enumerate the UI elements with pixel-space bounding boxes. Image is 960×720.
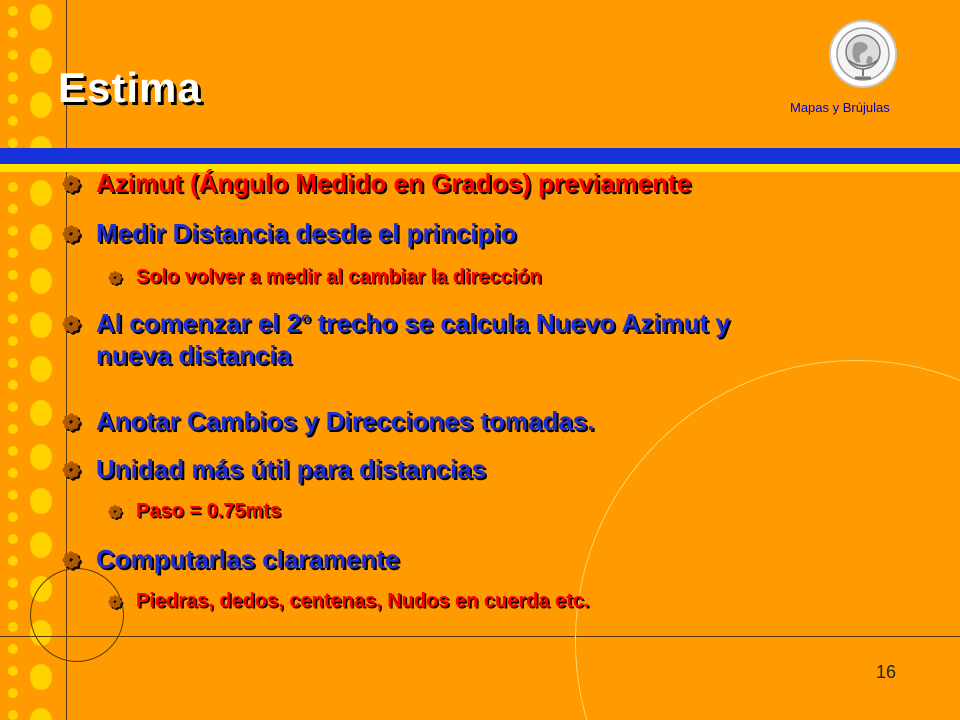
flower-bullet-icon: ❁	[108, 593, 123, 612]
decorative-dot	[30, 48, 52, 74]
decorative-dot	[30, 444, 52, 470]
decorative-dot	[8, 50, 18, 60]
decorative-dot	[8, 402, 18, 412]
bullet-text-part: Piedras, dedos, centenas, Nudos en cuerda etc.	[136, 590, 590, 612]
bullet-text	[96, 167, 691, 199]
flower-bullet-icon: ❁	[62, 458, 81, 483]
decorative-dot	[30, 532, 52, 558]
bullet-text-part: Computarlas claramente	[96, 544, 400, 574]
decorative-dot	[8, 688, 18, 698]
bullet-text-part: Solo volver a medir al cambiar la dirección	[136, 266, 542, 288]
flower-bullet-icon: ❁	[108, 503, 123, 522]
bullet-text	[96, 453, 486, 485]
decorative-dot	[8, 666, 18, 676]
bullet-item	[62, 307, 730, 371]
decorative-dot	[8, 226, 18, 236]
decorative-dot	[8, 622, 18, 632]
decorative-dot	[8, 292, 18, 302]
bullet-text-part: Azimut	[96, 168, 183, 198]
flower-bullet-icon: ❁	[62, 312, 81, 337]
decorative-dot	[8, 380, 18, 390]
decorative-dot	[8, 94, 18, 104]
decorative-dot	[8, 358, 18, 368]
bullet-text-part: (Ángulo Medido en Grados) previamente	[182, 168, 692, 198]
bullet-item	[62, 543, 399, 575]
decorative-arc-large	[575, 360, 960, 720]
bullet-text-part: Medir Distancia desde el principio	[96, 218, 517, 248]
bullet-text-part: Paso = 0.75mts	[136, 500, 282, 522]
flower-bullet-icon: ❁	[62, 410, 81, 435]
decorative-dot	[8, 710, 18, 720]
decorative-dot	[8, 72, 18, 82]
decorative-dot	[8, 600, 18, 610]
flower-bullet-icon: ❁	[62, 222, 81, 247]
bullet-text	[96, 543, 399, 575]
bullet-text	[136, 589, 590, 613]
sub-bullet-item	[108, 499, 281, 523]
flower-bullet-icon: ❁	[62, 548, 81, 573]
decorative-dot	[8, 138, 18, 148]
sub-bullet-item	[108, 589, 590, 613]
flower-bullet-icon: ❁	[108, 269, 123, 288]
decorative-dot	[8, 314, 18, 324]
bullet-item	[62, 217, 516, 249]
globe-icon	[828, 20, 898, 92]
decorative-dot	[8, 6, 18, 16]
decorative-dot	[30, 268, 52, 294]
decorative-dot	[30, 4, 52, 30]
decorative-dot	[30, 488, 52, 514]
decorative-dot	[8, 490, 18, 500]
bullet-text	[136, 499, 281, 523]
decorative-dot	[30, 708, 52, 720]
decorative-dot	[30, 400, 52, 426]
decorative-dot	[30, 312, 52, 338]
decorative-dot	[8, 28, 18, 38]
decorative-circle-small	[30, 568, 124, 662]
decorative-dot	[8, 336, 18, 346]
decorative-dot	[30, 92, 52, 118]
bullet-text-part: trecho se calcula Nuevo Azimut y	[310, 308, 730, 338]
decorative-dot	[8, 424, 18, 434]
bullet-text-part: Unidad más útil para distancias	[96, 454, 487, 484]
sub-bullet-item	[108, 265, 542, 289]
decorative-dot	[8, 556, 18, 566]
flower-bullet-icon: ❁	[62, 172, 81, 197]
decorative-dot	[8, 446, 18, 456]
bullet-text	[96, 307, 730, 339]
bullet-item	[62, 167, 691, 199]
decorative-dot	[8, 182, 18, 192]
title-band-blue	[0, 148, 960, 164]
bullet-text	[136, 265, 542, 289]
decorative-dot	[8, 468, 18, 478]
bullet-item	[62, 453, 486, 485]
decorative-dot	[30, 664, 52, 690]
page-number: 16	[876, 662, 897, 682]
decorative-dot	[8, 534, 18, 544]
decorative-dot	[8, 644, 18, 654]
bullet-text	[96, 217, 516, 249]
decorative-dot	[30, 356, 52, 382]
decorative-dot	[8, 512, 18, 522]
bullet-text	[96, 405, 594, 437]
bullet-text-part: Anotar Cambios y Direcciones tomadas.	[96, 406, 595, 436]
decorative-dot	[8, 248, 18, 258]
bullet-text-part: Al comenzar el 2	[96, 308, 302, 338]
decorative-dot	[30, 180, 52, 206]
decorative-dot	[8, 578, 18, 588]
logo-caption: Mapas y Brújulas	[790, 100, 890, 115]
decorative-dot	[8, 116, 18, 126]
decorative-dot	[8, 204, 18, 214]
slide-title: Estima	[58, 64, 202, 111]
decorative-dot	[8, 270, 18, 280]
superscript-text: o	[301, 309, 311, 327]
decorative-dot	[30, 224, 52, 250]
bullet-item	[62, 405, 594, 437]
bullet-text-continuation: nueva distancia	[96, 340, 292, 370]
